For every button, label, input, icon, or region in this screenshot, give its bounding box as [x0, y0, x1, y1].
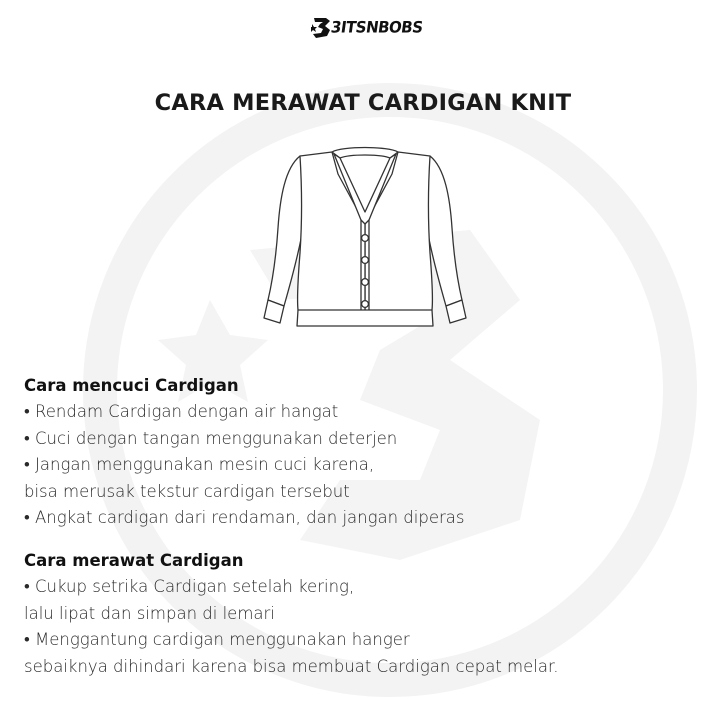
- page-title: CARA MERAWAT CARDIGAN KNIT: [154, 90, 572, 116]
- care-line: sebaiknya dihindari karena bisa membuat Cardigan cepat melar.: [24, 656, 559, 676]
- washing-line: • Rendam Cardigan dengan air hangat: [24, 402, 339, 421]
- brand-logo-text: 3ITSNBOBS: [329, 17, 424, 37]
- care-heading: Cara merawat Cardigan: [24, 551, 244, 570]
- washing-line: • Jangan menggunakan mesin cuci karena,: [24, 455, 375, 475]
- washing-line: bisa merusak tekstur cardigan tersebut: [24, 481, 350, 501]
- washing-line: • Angkat cardigan dari rendaman, dan jangan diperas: [24, 508, 465, 528]
- cardigan-icon: [240, 128, 490, 338]
- washing-line: • Cuci dengan tangan menggunakan deterjen: [24, 428, 398, 448]
- washing-section: [24, 372, 714, 532]
- washing-heading: Cara mencuci Cardigan: [24, 376, 239, 395]
- care-line: • Menggantung cardigan menggunakan hanger: [24, 630, 410, 650]
- care-section: [24, 547, 714, 680]
- care-line: • Cukup setrika Cardigan setelah kering,: [24, 577, 355, 596]
- care-line: lalu lipat dan simpan di lemari: [24, 603, 275, 623]
